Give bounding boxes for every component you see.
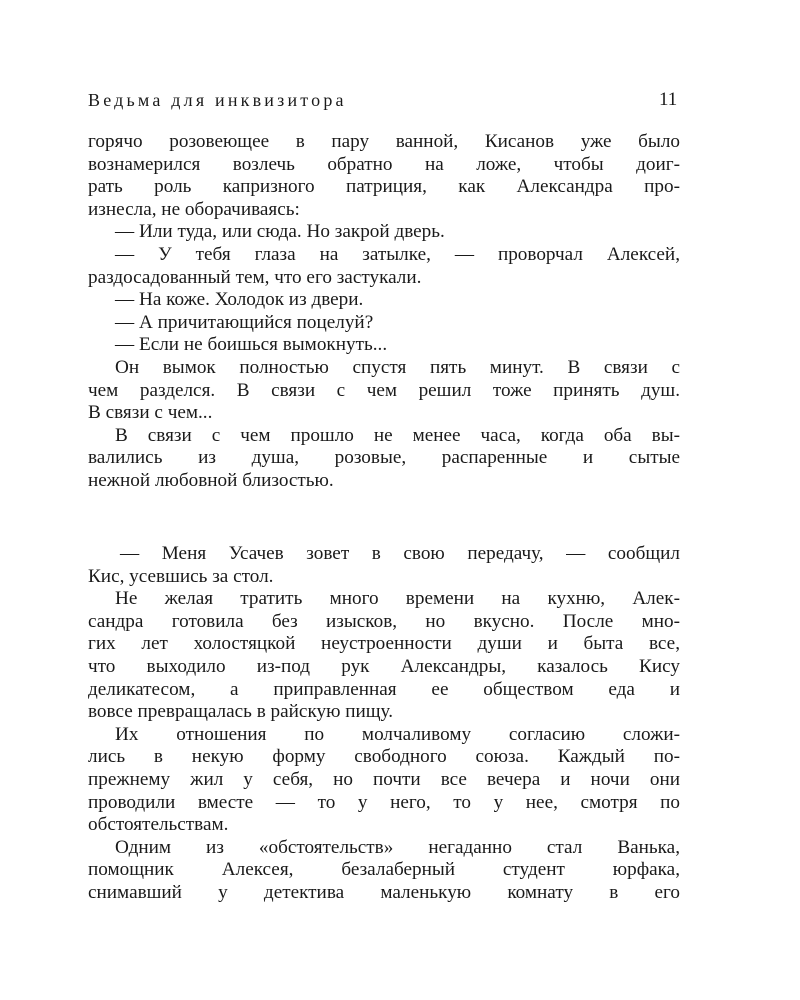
- text-line: проводили вместе — то у него, то у нее, смотря по: [88, 791, 680, 813]
- text-line: обстоятельствам.: [88, 814, 229, 836]
- text-line: сандра готовила без изысков, но вкусно. После мно-: [88, 610, 680, 632]
- text-line: — У тебя глаза на затылке, — проворчал Алексей,: [115, 243, 680, 265]
- text-line: раздосадованный тем, что его застукали.: [88, 266, 422, 288]
- text-line: лись в некую форму свободного союза. Каждый по-: [88, 746, 680, 768]
- text-line: В связи с чем прошло не менее часа, когда оба вы-: [115, 424, 680, 446]
- text-line: рать роль капризного патриция, как Александра про-: [88, 176, 680, 198]
- text-line: деликатесом, а приправленная ее обществом еда и: [88, 678, 680, 700]
- text-line: — А причитающийся поцелуй?: [115, 311, 374, 333]
- text-line: валились из душа, розовые, распаренные и сытые: [88, 447, 680, 469]
- text-line: вознамерился возлечь обратно на ложе, чтобы доиг-: [88, 153, 680, 175]
- text-line: — Или туда, или сюда. Но закрой дверь.: [115, 221, 445, 243]
- text-line: Он вымок полностью спустя пять минут. В связи с: [115, 356, 680, 378]
- text-line: помощник Алексея, безалаберный студент юрфака,: [88, 859, 680, 881]
- text-line: В связи с чем...: [88, 402, 213, 424]
- text-line: — Меня Усачев зовет в свою передачу, — сообщил: [120, 543, 680, 564]
- text-line: Кис, усевшись за стол.: [88, 565, 274, 587]
- text-line: изнесла, не оборачиваясь:: [88, 198, 300, 220]
- text-line: Не желая тратить много времени на кухню, Алек-: [115, 588, 680, 610]
- text-line: горячо розовеющее в пару ванной, Кисанов уже было: [88, 131, 680, 152]
- running-title: Ведьма для инквизитора: [88, 90, 347, 110]
- text-line: Их отношения по молчаливому согласию сложи-: [115, 723, 680, 745]
- page-number: 11: [659, 89, 678, 110]
- text-line: Одним из «обстоятельств» негаданно стал Ванька,: [115, 836, 680, 858]
- text-block-1: [88, 131, 680, 493]
- text-line: нежной любовной близостью.: [88, 469, 334, 491]
- text-line: чем разделся. В связи с чем решил тоже принять душ.: [88, 379, 680, 401]
- text-line: вовсе превращалась в райскую пищу.: [88, 701, 394, 723]
- text-line: снимавший у детектива маленькую комнату в его: [88, 881, 680, 903]
- text-line: гих лет холостяцкой неустроенности души и быта все,: [88, 633, 680, 655]
- text-block-2: [88, 543, 680, 905]
- text-line: — Если не боишься вымокнуть...: [115, 334, 388, 356]
- text-line: прежнему жил у себя, но почти все вечера и ночи они: [88, 768, 680, 790]
- text-line: — На коже. Холодок из двери.: [115, 289, 364, 311]
- text-line: что выходило из-под рук Александры, казалось Кису: [88, 655, 680, 677]
